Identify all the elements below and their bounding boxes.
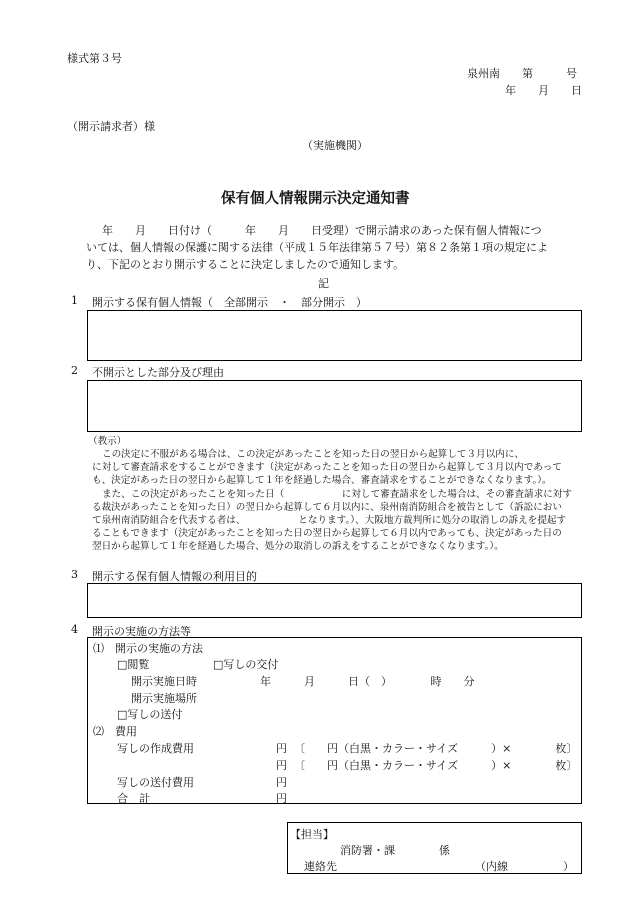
notice-line: て泉州南消防組合を代表する者は、 となります。）、大阪地方裁判所に処分の取消しの訴えを提起す — [92, 515, 567, 526]
copy-fee-yen: 円 — [276, 742, 287, 755]
contact-tel-label: 連絡先 — [304, 860, 337, 873]
send-fee-label: 写しの送付費用 — [117, 776, 194, 789]
intro-line-3: り、下記のとおり開示することに決定しましたので通知します。 — [86, 258, 405, 271]
method-heading: ⑴ 開示の実施の方法 — [93, 642, 203, 655]
addressee: （開示請求者）様 — [67, 120, 155, 133]
intro-line-1: 年 月 日付け（ 年 月 日受理）で開示請求のあった保有個人情報につ — [102, 224, 542, 237]
form-number: 様式第３号 — [67, 52, 122, 65]
section-3-box[interactable] — [87, 583, 582, 618]
datetime-label: 開示実施日時 — [131, 675, 197, 688]
fee-heading: ⑵ 費用 — [93, 725, 137, 738]
notice-line: ることもできます（決定があったことを知った日の翌日から起算して６月以内であっても、決定があった日の — [92, 528, 562, 539]
document-number: 泉州南 第 号 — [467, 67, 577, 80]
contact-extension: （内線 ） — [475, 860, 574, 873]
place-label: 開示実施場所 — [131, 692, 197, 705]
total-yen: 円 — [276, 792, 287, 805]
total-label: 合 計 — [117, 792, 150, 805]
datetime-value: 年 月 日（ ） 時 分 — [260, 675, 475, 688]
contact-dept: 消防署・課 係 — [340, 844, 450, 857]
document-date: 年 月 日 — [505, 84, 582, 97]
notice-line: 翌日から起算して１年を経過した場合、処分の取消しの訴えをすることができなくなります。）。 — [92, 541, 504, 552]
section-4-number: 4 — [71, 623, 78, 636]
section-1-label: 開示する保有個人情報（ 全部開示 ・ 部分開示 ） — [92, 296, 367, 309]
contact-label: 【担当】 — [290, 828, 334, 841]
copy-fee-label: 写しの作成費用 — [117, 742, 194, 755]
option-view[interactable]: □閲覧 — [117, 658, 150, 671]
fee-detail-row-2: 〔 円（白黒・カラー・サイズ ）× 枚〕 — [294, 759, 578, 772]
notice-line: る裁決があったことを知った日）の翌日から起算して６月以内に、泉州南消防組合を被告として（訴訟におい — [92, 502, 562, 513]
section-4-label: 開示の実施の方法等 — [92, 625, 191, 638]
issuer: （実施機関） — [302, 139, 368, 152]
page-title: 保有個人情報開示決定通知書 — [221, 191, 410, 207]
section-2-label: 不開示とした部分及び理由 — [92, 366, 224, 379]
fee-detail-row-1: 〔 円（白黒・カラー・サイズ ）× 枚〕 — [294, 742, 578, 755]
section-2-box[interactable] — [87, 380, 582, 432]
option-copy-delivery[interactable]: □写しの交付 — [213, 658, 279, 671]
option-copy-send[interactable]: □写しの送付 — [117, 708, 183, 721]
notice-line: また、この決定があったことを知った日（ に対して審査請求をした場合は、その審査請求に対す — [102, 489, 572, 500]
copy-fee-yen-2: 円 — [276, 759, 287, 772]
send-fee-yen: 円 — [276, 776, 287, 789]
section-1-number: 1 — [71, 294, 78, 307]
section-3-number: 3 — [71, 568, 78, 581]
section-1-box[interactable] — [87, 310, 582, 361]
notice-line: も、決定があった日の翌日から起算して１年を経過した場合、審査請求をすることができなくなります。）。 — [92, 475, 552, 486]
section-3-label: 開示する保有個人情報の利用目的 — [92, 570, 257, 583]
ki-marker: 記 — [318, 277, 329, 290]
notice-heading: （教示） — [88, 436, 127, 447]
section-2-number: 2 — [71, 364, 78, 377]
intro-line-2: いては、個人情報の保護に関する法律（平成１５年法律第５７号）第８２条第１項の規定によ — [86, 241, 548, 254]
notice-line: この決定に不服がある場合は、この決定があったことを知った日の翌日から起算して３月以内に、 — [102, 449, 525, 460]
notice-line: に対して審査請求をすることができます（決定があったことを知った日の翌日から起算して３月以内であって — [92, 462, 562, 473]
